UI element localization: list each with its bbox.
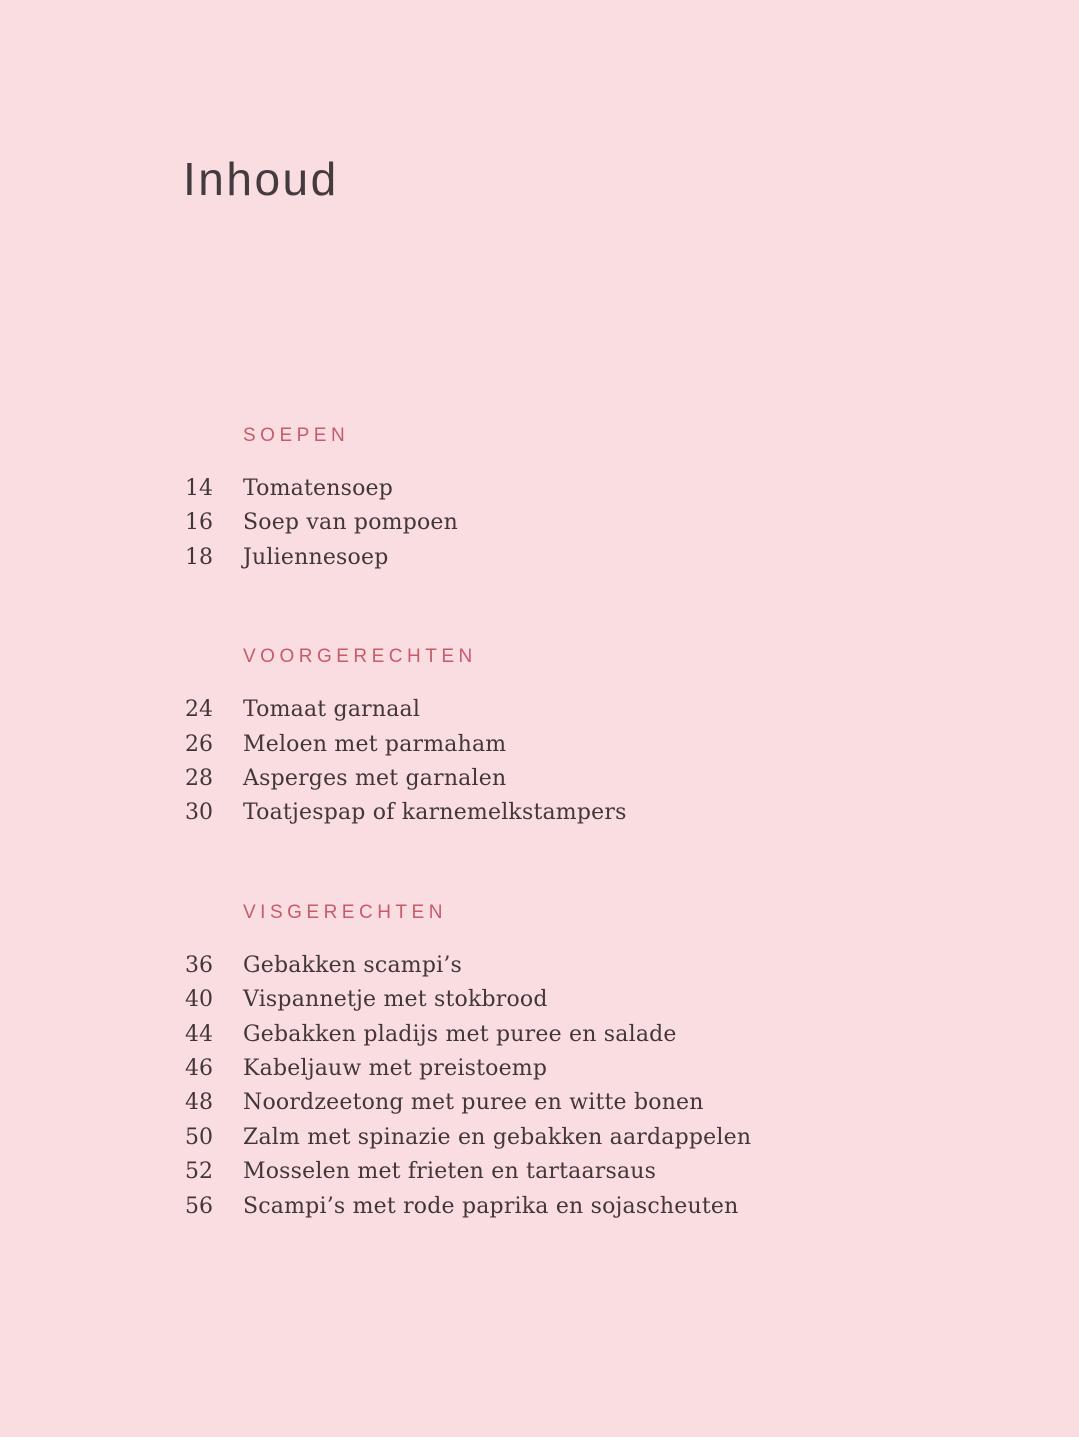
- toc-entry: [0, 1052, 1079, 1086]
- toc-entry: [0, 1121, 1079, 1155]
- toc-entry: [0, 1190, 1079, 1224]
- toc-entry: [0, 693, 1079, 727]
- section-heading: VOORGERECHTEN: [243, 646, 477, 668]
- toc-item-list: [0, 693, 1079, 831]
- section-heading: VISGERECHTEN: [243, 901, 447, 923]
- toc-entry: [0, 949, 1079, 983]
- toc-entry: [0, 728, 1079, 762]
- item-title: Asperges met garnalen: [243, 766, 507, 792]
- item-page-number: 30: [185, 800, 213, 826]
- item-title: Noordzeetong met puree en witte bonen: [243, 1090, 704, 1116]
- item-page-number: 14: [185, 476, 213, 501]
- item-title: Tomatensoep: [243, 476, 394, 501]
- item-title: Gebakken scampi’s: [243, 952, 463, 978]
- toc-section: [0, 424, 1079, 575]
- item-page-number: 46: [185, 1056, 213, 1082]
- item-page-number: 48: [185, 1090, 213, 1116]
- item-title: Vispannetje met stokbrood: [243, 987, 548, 1013]
- item-title: Scampi’s met rode paprika en sojascheuten: [243, 1193, 739, 1219]
- item-page-number: 28: [185, 766, 213, 792]
- item-page-number: 52: [185, 1159, 213, 1185]
- toc-entry: [0, 506, 1079, 540]
- item-title: Toatjespap of karnemelkstampers: [243, 800, 627, 826]
- item-title: Meloen met parmaham: [243, 731, 507, 757]
- toc-sections: [0, 424, 1079, 1224]
- item-page-number: 26: [185, 731, 213, 757]
- section-heading: SOEPEN: [243, 425, 350, 446]
- item-title: Gebakken pladijs met puree en salade: [243, 1021, 677, 1047]
- toc-entry: [0, 472, 1079, 506]
- toc-entry: [0, 983, 1079, 1017]
- toc-section: [0, 645, 1079, 831]
- toc-entry: [0, 1018, 1079, 1052]
- item-page-number: 44: [185, 1021, 213, 1047]
- item-page-number: 40: [185, 987, 213, 1013]
- toc-section: [0, 901, 1079, 1224]
- toc-entry: [0, 796, 1079, 830]
- item-page-number: 16: [185, 510, 213, 536]
- item-page-number: 56: [185, 1193, 213, 1219]
- toc-entry: [0, 1155, 1079, 1189]
- toc-item-list: [0, 472, 1079, 575]
- toc-item-list: [0, 949, 1079, 1224]
- item-page-number: 36: [185, 952, 213, 978]
- item-page-number: 50: [185, 1124, 213, 1150]
- item-title: Tomaat garnaal: [243, 697, 421, 723]
- toc-entry: [0, 762, 1079, 796]
- page-title: Inhoud: [183, 153, 339, 205]
- item-title: Soep van pompoen: [243, 510, 459, 536]
- item-title: Kabeljauw met preistoemp: [243, 1056, 548, 1082]
- item-page-number: 24: [185, 697, 213, 723]
- item-title: Juliennesoep: [243, 544, 389, 570]
- item-page-number: 18: [185, 544, 213, 570]
- toc-entry: [0, 541, 1079, 575]
- toc-entry: [0, 1086, 1079, 1120]
- item-title: Mosselen met frieten en tartaarsaus: [243, 1159, 657, 1185]
- item-title: Zalm met spinazie en gebakken aardappelen: [243, 1124, 752, 1150]
